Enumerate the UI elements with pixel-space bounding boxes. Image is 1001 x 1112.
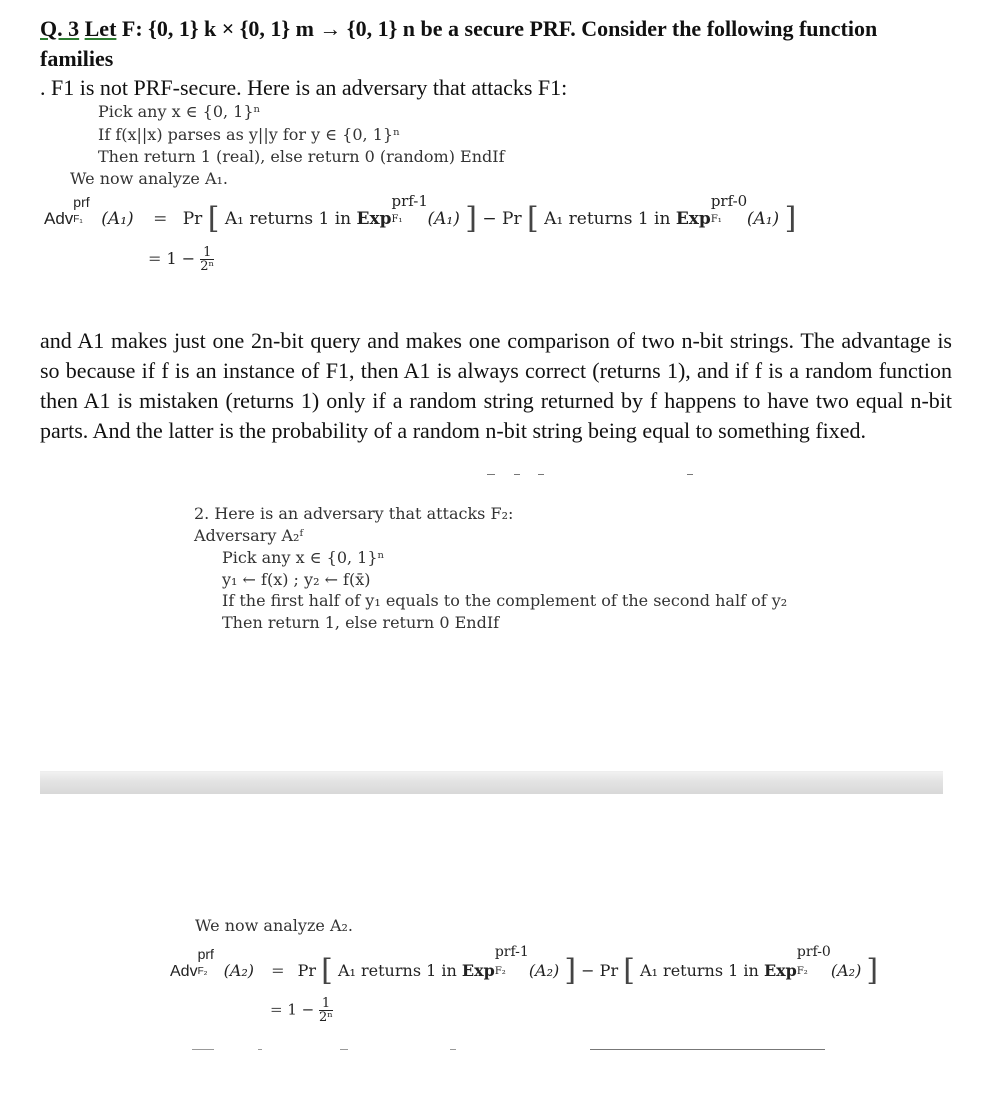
question-number: Q. 3	[40, 16, 80, 41]
eq2-exp-sub-2: F₂	[796, 966, 808, 977]
eq2-exp-sub-1: F₂	[494, 966, 506, 977]
eq2-exp-sup-1: prf-1	[494, 944, 529, 960]
eq2-exp-sup-2: prf-0	[796, 944, 831, 960]
eq1-pr-2: Pr	[502, 209, 522, 229]
title-text: F: {0, 1} k × {0, 1} m → {0, 1} n be a secure PRF. Consider the following function	[116, 16, 878, 41]
eq2-exp-1: Exp	[461, 961, 495, 980]
eq2-term-2: A₁ returns 1 in	[640, 961, 759, 980]
eq2-frac-den: 2ⁿ	[319, 1010, 333, 1025]
eq2-exp-2: Exp	[763, 961, 797, 980]
eq1-pr-1: Pr	[182, 209, 203, 229]
eq1-line2-equals: =	[148, 249, 162, 268]
eq1-term-2: A₁ returns 1 in	[544, 209, 671, 229]
eq1-adv-sub: F₁	[73, 214, 83, 225]
intro-text: . F1 is not PRF-secure. Here is an adversary that attacks F1:	[40, 75, 568, 100]
eq1-exp-2: Exp	[675, 209, 711, 229]
eq2-pr-1: Pr	[297, 961, 317, 980]
eq2-adv-sub: F₂	[197, 966, 208, 977]
eq1-adv-sup: prf	[73, 194, 90, 210]
eq2-term-1: A₁ returns 1 in	[337, 961, 457, 980]
question-title	[40, 14, 877, 44]
eq1-fraction	[200, 246, 214, 273]
adv2-line-3: If the first half of y₁ equals to the complement of the second half of y₂	[222, 591, 788, 610]
equation-1: Adv prf F₁ (A₁) = Pr [ A₁ returns 1 in Exp prf-1 F₁ (A₁) ] − Pr [ A₁ returns 1 in Exp prf-0 F₁ (A₁) ]	[44, 192, 797, 236]
adv2-line-2: y₁ ← f(x) ; y₂ ← f(x̄)	[222, 570, 371, 589]
explanation-paragraph: and A1 makes just one 2n-bit query and makes one comparison of two n-bit strings. The advantage is so because if f is an instance of F1, then A1 is always correct (returns 1), and if f is a random function then A1 is mistaken (returns 1) only if a random string returned by f happens to have two equal n-bit parts. And the latter is the probability of a random n-bit string being equal to something fixed.	[40, 328, 952, 443]
eq2-exp-arg-1: (A₂)	[528, 961, 560, 980]
eq2-frac-num: 1	[319, 997, 333, 1011]
eq1-adv-arg: (A₁)	[101, 209, 134, 229]
adv2-heading: 2. Here is an adversary that attacks F₂:	[194, 504, 514, 523]
adv2-name: Adversary A₂ᶠ	[194, 526, 303, 545]
eq2-adv: Adv	[170, 963, 198, 980]
title-continuation: families	[40, 46, 114, 71]
adv2-line-4: Then return 1, else return 0 EndIf	[222, 613, 500, 632]
eq2-adv-sup: prf	[197, 946, 214, 962]
equation-2-line-2	[270, 997, 333, 1024]
eq2-fraction	[319, 997, 333, 1024]
page-separator	[40, 771, 943, 794]
adv1-analyze: We now analyze A₁.	[70, 169, 228, 188]
eq1-term-1: A₁ returns 1 in	[224, 209, 352, 229]
eq1-frac-num: 1	[200, 246, 214, 260]
eq2-adv-arg: (A₂)	[223, 961, 255, 980]
eq1-minus: −	[482, 209, 497, 229]
adv1-line-2: If f(x||x) parses as y||y for y ∈ {0, 1}ⁿ	[98, 125, 400, 144]
eq2-line2-equals: =	[270, 1000, 283, 1019]
eq1-adv: Adv	[44, 209, 74, 228]
eq1-exp-sup-1: prf-1	[391, 192, 428, 210]
eq1-exp-arg-1: (A₁)	[427, 209, 460, 229]
analyze-a2: We now analyze A₂.	[195, 916, 353, 935]
equation-2: Adv prf F₂ (A₂) = Pr [ A₁ returns 1 in Exp prf-1 F₂ (A₂) ] − Pr [ A₁ returns 1 in Exp prf-0 F₂ (A₂) ]	[170, 944, 879, 988]
eq1-exp-sub-2: F₁	[710, 214, 722, 225]
eq1-equals: =	[153, 209, 168, 229]
eq1-frac-den: 2ⁿ	[200, 259, 215, 274]
adv1-line-1: Pick any x ∈ {0, 1}ⁿ	[98, 102, 261, 121]
eq2-line2-one: 1 −	[287, 1000, 315, 1019]
eq1-exp-sup-2: prf-0	[710, 192, 748, 210]
eq1-exp-1: Exp	[356, 209, 392, 229]
eq2-exp-arg-2: (A₂)	[830, 961, 862, 980]
eq1-exp-arg-2: (A₁)	[746, 209, 780, 229]
eq2-pr-2: Pr	[599, 961, 619, 980]
adv1-line-3: Then return 1 (real), else return 0 (random) EndIf	[98, 147, 505, 166]
eq2-minus: −	[581, 961, 595, 980]
title-let: Let	[84, 16, 117, 41]
eq2-equals: =	[271, 961, 285, 980]
equation-1-line-2	[148, 246, 214, 273]
adv2-line-1: Pick any x ∈ {0, 1}ⁿ	[222, 548, 385, 567]
eq1-line2-one: 1 −	[166, 249, 196, 268]
eq1-exp-sub-1: F₁	[391, 214, 403, 225]
